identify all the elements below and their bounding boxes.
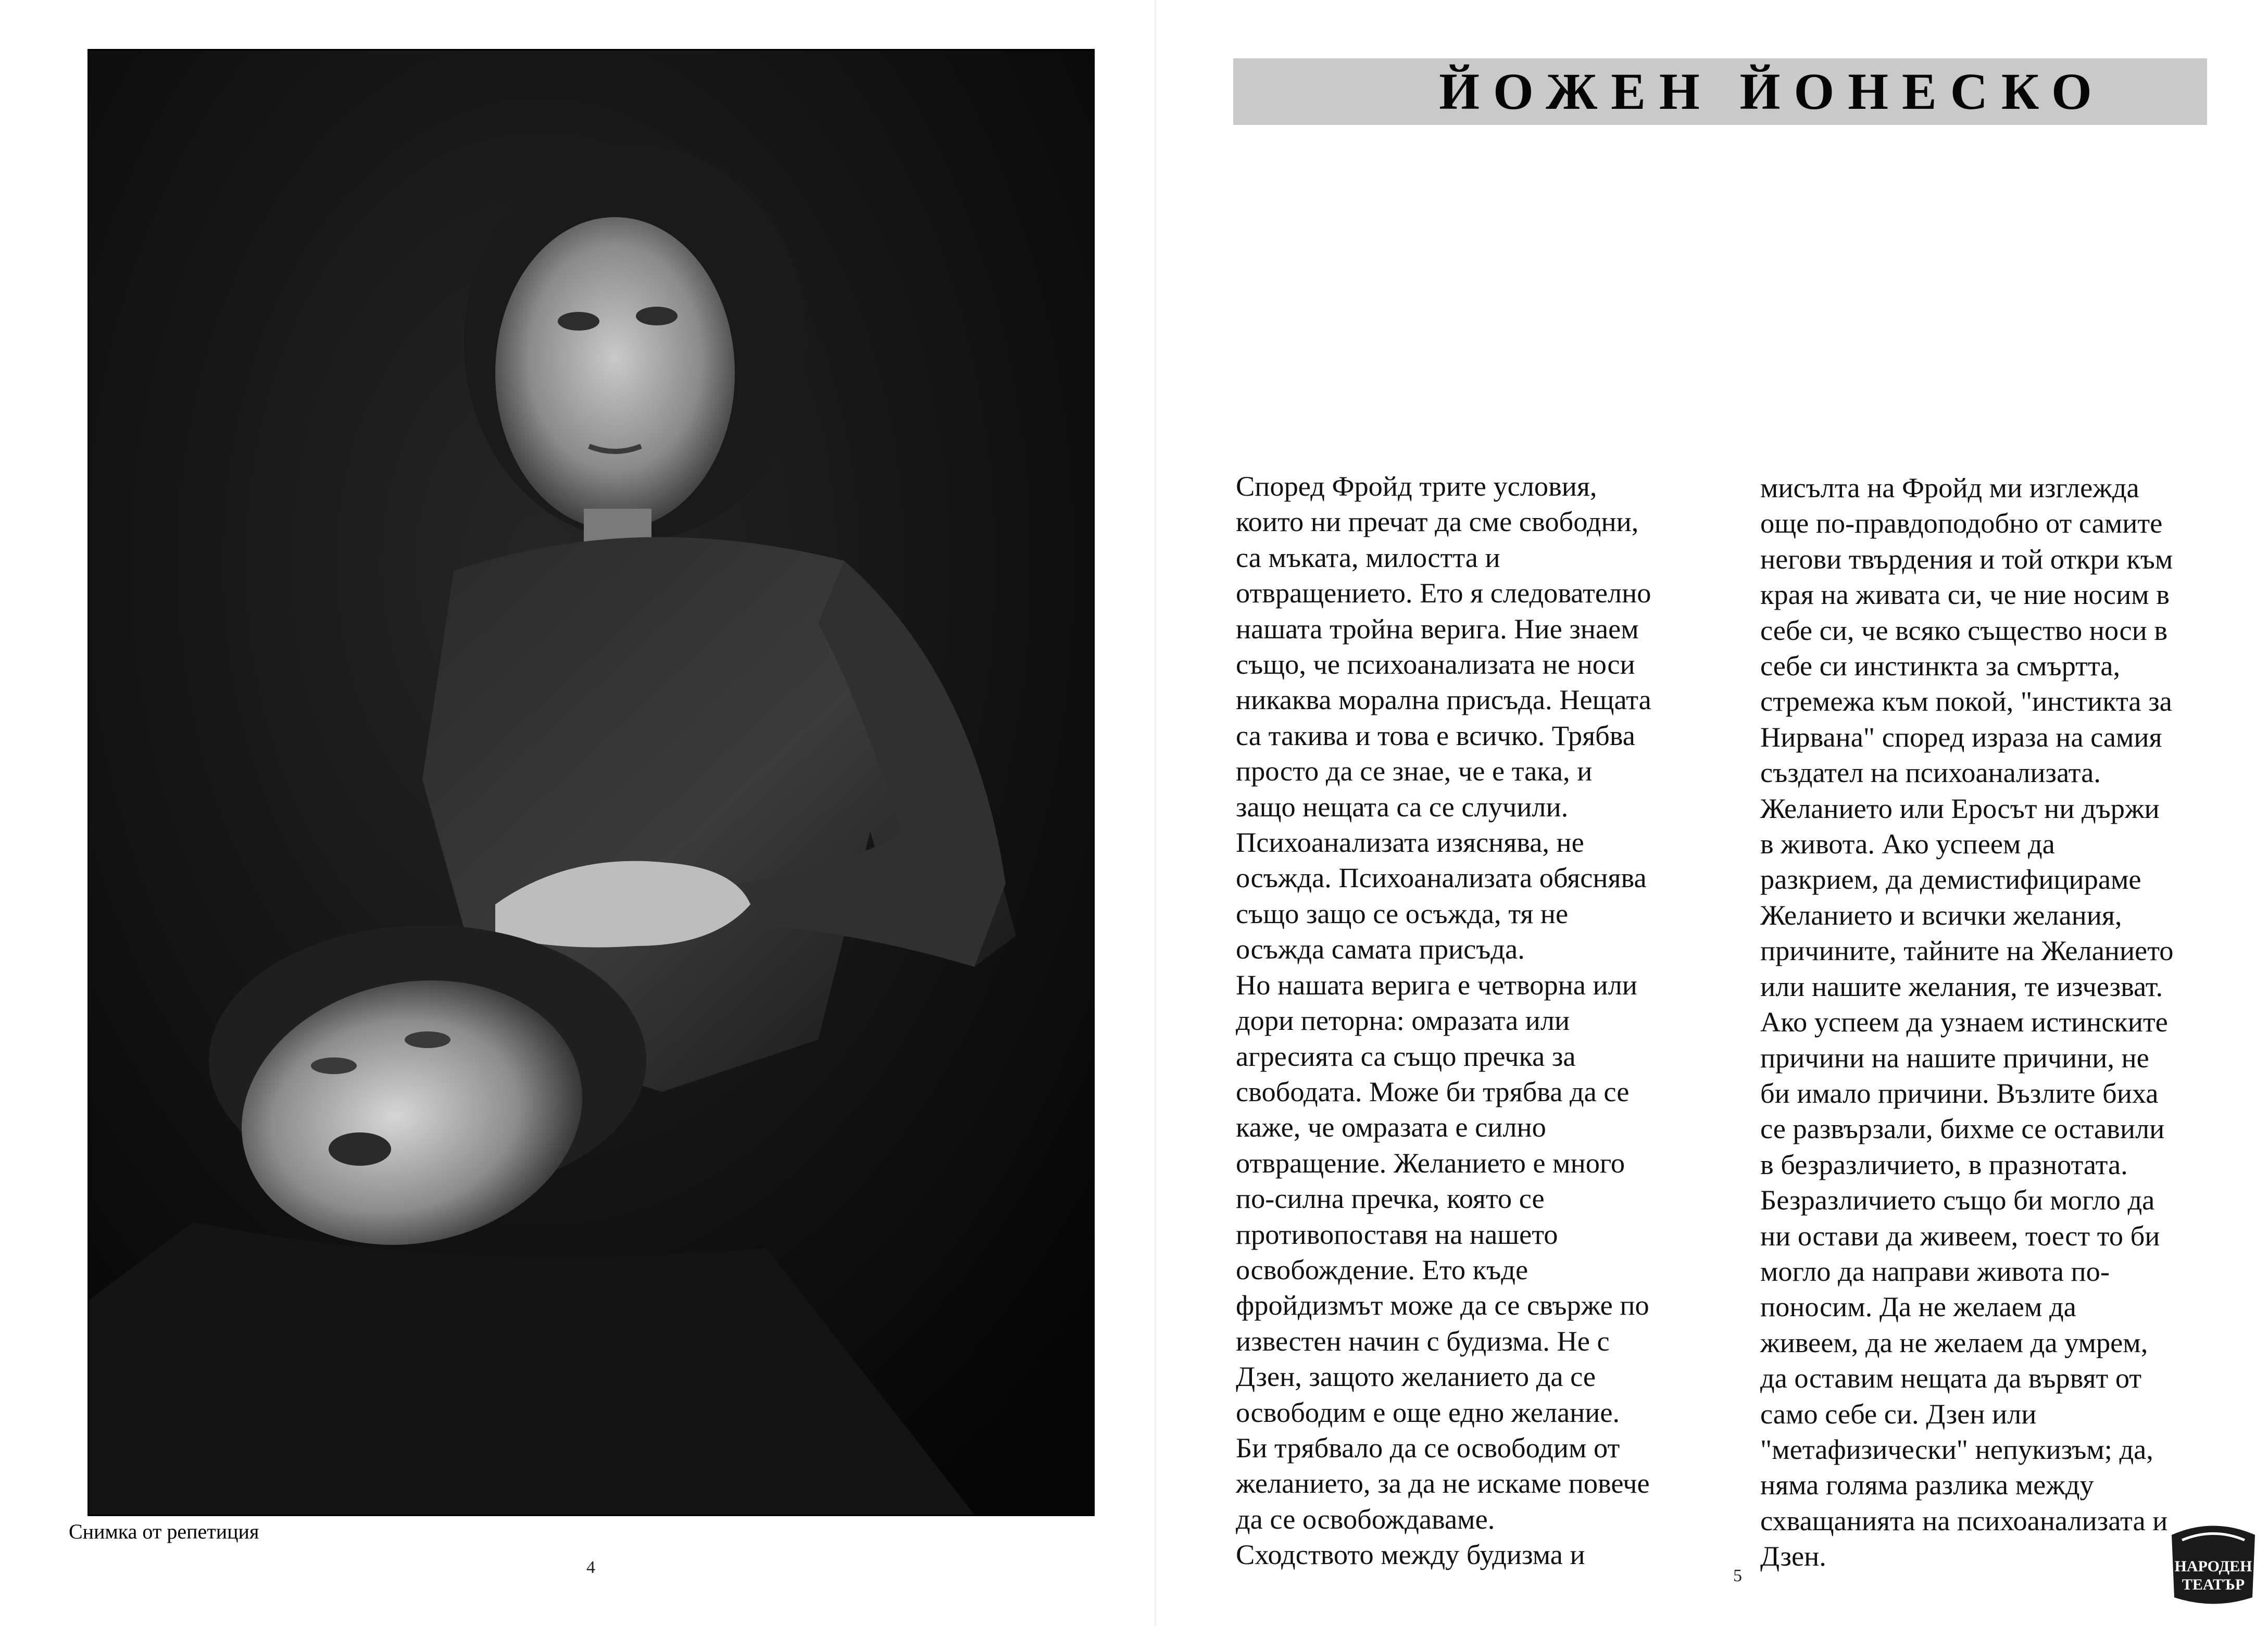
text-line: негови твърдения и той откри към	[1760, 543, 2173, 575]
text-line: Би трябвало да се освободим от	[1236, 1432, 1620, 1464]
text-line: известен начин с будизма. Не с	[1236, 1325, 1610, 1357]
text-line: Желанието или Еросът ни държи	[1760, 792, 2160, 824]
text-line: само себе си. Дзен или	[1760, 1398, 2037, 1430]
text-line: защо нещата са се случили.	[1236, 791, 1569, 823]
text-line: осъжда. Психоанализата обяснява	[1236, 862, 1647, 894]
text-line: Желанието и всички желания,	[1760, 899, 2122, 931]
text-line: края на живата си, че ние носим в	[1760, 579, 2170, 611]
text-line: отвращението. Ето я следователно	[1236, 577, 1651, 609]
text-line: противопоставя на нашето	[1236, 1218, 1558, 1250]
text-line: могло да направи живота по-	[1760, 1255, 2110, 1287]
text-line: себе си, че всяко същество носи в	[1760, 614, 2167, 646]
text-line: или нашите желания, те изчезват.	[1760, 970, 2163, 1002]
text-line: освободим е още едно желание.	[1236, 1396, 1620, 1428]
text-line: Според Фройд трите условия,	[1236, 471, 1597, 502]
text-line: Дзен.	[1760, 1541, 1826, 1572]
text-line: мисълта на Фройд ми изглежда	[1760, 472, 2139, 503]
logo-line-1: НАРОДЕН	[2174, 1558, 2252, 1575]
text-line: в живота. Ако успеем да	[1760, 828, 2055, 860]
text-line: в безразличието, в празнотата.	[1760, 1149, 2128, 1180]
text-line: също, че психоанализата не носи	[1236, 649, 1635, 680]
text-line: създател на психоанализата.	[1760, 757, 2101, 789]
text-line: да оставим нещата да вървят от	[1760, 1363, 2142, 1394]
text-line: по-силна пречка, която се	[1236, 1183, 1545, 1215]
rehearsal-photo	[87, 49, 1095, 1516]
text-line: Дзен, защото желанието да се	[1236, 1361, 1596, 1393]
text-line: би имало причини. Възлите биха	[1760, 1077, 2159, 1109]
text-line: живеем, да не желаем да умрем,	[1760, 1327, 2148, 1358]
text-line: каже, че омразата е силно	[1236, 1112, 1546, 1143]
text-line: нашата тройна верига. Ние знаем	[1236, 613, 1639, 645]
text-line: себе си инстинкта за смъртта,	[1760, 650, 2121, 682]
text-line: се развързали, бихме се оставили	[1760, 1113, 2165, 1145]
theatre-logo-icon	[2161, 1519, 2265, 1613]
text-line: фройдизмът може да се свърже по	[1236, 1290, 1649, 1321]
text-line: няма голяма разлика между	[1760, 1469, 2094, 1501]
page-title: ЙОЖЕН ЙОНЕСКО	[1439, 62, 2106, 120]
text-line: осъжда самата присъда.	[1236, 934, 1525, 965]
page-number-left: 4	[586, 1558, 595, 1577]
text-column-2	[1760, 470, 2263, 1574]
page-number-right: 5	[1733, 1566, 1742, 1585]
text-line: "метафизически" непукизъм; да,	[1760, 1433, 2153, 1465]
text-line: Безразличието също би могло да	[1760, 1184, 2155, 1216]
text-line: стремежа към покой, "инстикта за	[1760, 686, 2172, 717]
text-line: също защо се осъжда, тя не	[1236, 898, 1569, 929]
text-line: схващанията на психоанализата и	[1760, 1505, 2168, 1536]
text-line: причини на нашите причини, не	[1760, 1042, 2149, 1074]
text-line: освобождение. Ето къде	[1236, 1254, 1528, 1285]
text-line: причините, тайните на Желанието	[1760, 935, 2174, 967]
text-line: Нирвана" според израза на самия	[1760, 721, 2162, 753]
text-column-1	[1236, 469, 1736, 1573]
text-line: Ако успеем да узнаем истинските	[1760, 1006, 2168, 1038]
photo-illustration	[89, 51, 1093, 1515]
text-line: Но нашата верига е четворна или	[1236, 969, 1637, 1001]
text-line: още по-правдоподобно от самите	[1760, 508, 2163, 539]
photo-caption: Снимка от репетиция	[69, 1520, 259, 1543]
text-line: отвращение. Желанието е много	[1236, 1147, 1625, 1179]
text-line: са мъката, милостта и	[1236, 541, 1500, 573]
text-line: разкрием, да демистифицираме	[1760, 864, 2141, 896]
text-line: Сходството между будизма и	[1236, 1539, 1585, 1571]
text-line: които ни пречат да сме свободни,	[1236, 506, 1639, 538]
text-line: да се освобождаваме.	[1236, 1503, 1495, 1535]
text-line: ни остави да живеем, тоест то би	[1760, 1220, 2160, 1252]
text-line: просто да се знае, че е така, и	[1236, 755, 1593, 787]
text-line: са такива и това е всичко. Трябва	[1236, 720, 1635, 751]
logo-line-2: ТЕАТЪР	[2182, 1576, 2245, 1593]
text-line: поносим. Да не желаем да	[1760, 1291, 2076, 1323]
right-page	[1156, 0, 2268, 1626]
theatre-logo	[2161, 1519, 2265, 1613]
text-line: агресията са също пречка за	[1236, 1040, 1576, 1072]
text-line: дори петорна: омразата или	[1236, 1005, 1570, 1037]
text-line: свободата. Може би трябва да се	[1236, 1076, 1630, 1107]
text-line: никаква морална присъда. Нещата	[1236, 684, 1651, 716]
text-line: Психоанализата изяснява, не	[1236, 827, 1584, 859]
text-line: желанието, за да не искаме повече	[1236, 1468, 1650, 1499]
